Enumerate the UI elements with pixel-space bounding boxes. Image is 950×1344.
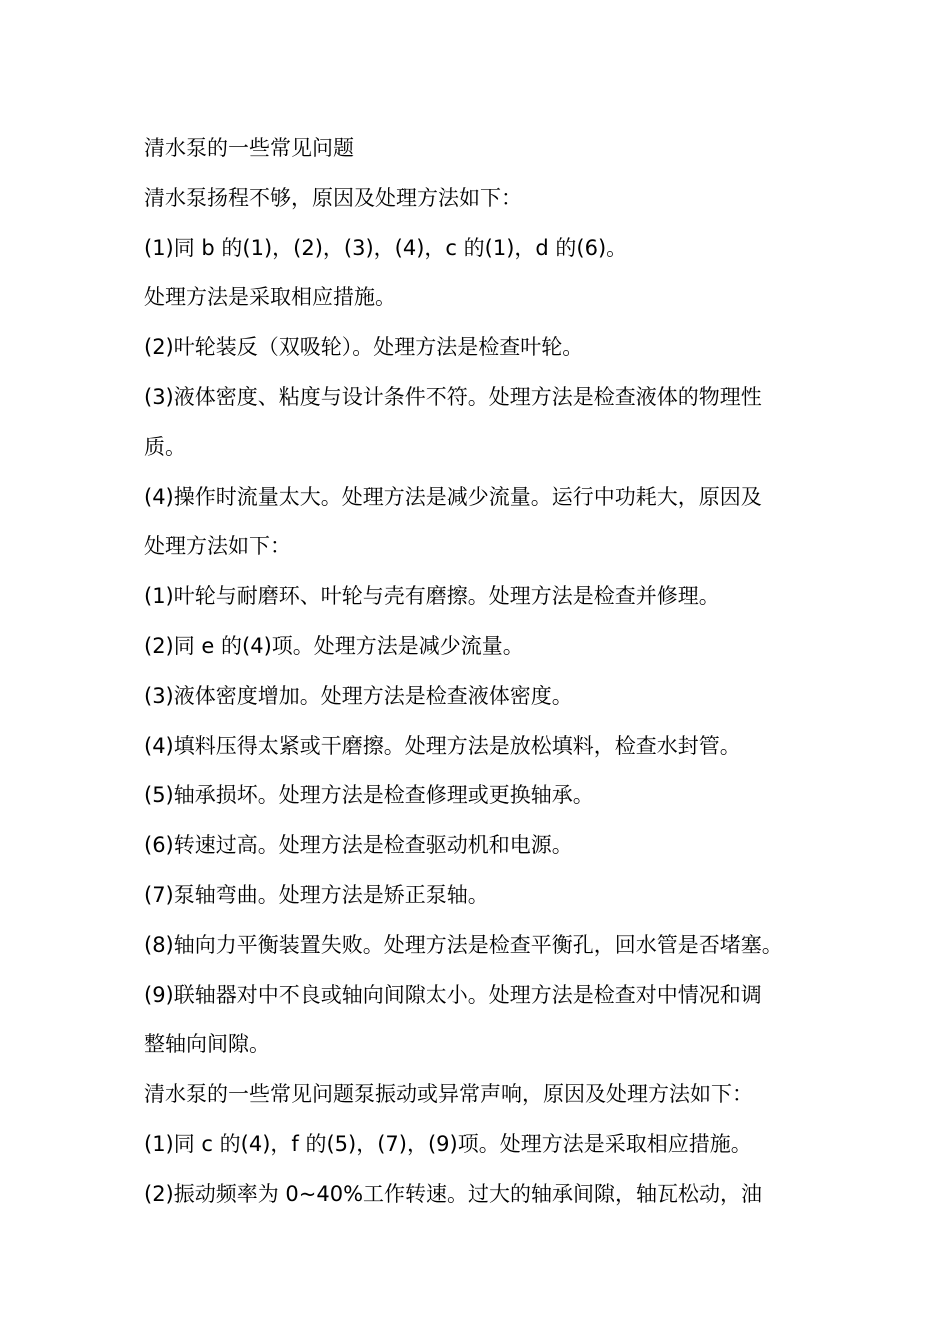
- text-line: 处理方法是采取相应措施。: [144, 285, 396, 310]
- text-line: (2)同 e 的(4)项。处理方法是减少流量。: [144, 633, 524, 658]
- text-line: (7)泵轴弯曲。处理方法是矫正泵轴。: [144, 882, 489, 907]
- text-line: (1)同 c 的(4)，f 的(5)，(7)，(9)项。处理方法是采取相应措施。: [144, 1131, 752, 1156]
- text-line: (5)轴承损坏。处理方法是检查修理或更换轴承。: [144, 783, 594, 808]
- text-line: (3)液体密度、粘度与设计条件不符。处理方法是检查液体的物理性: [144, 384, 762, 409]
- document-title: 清水泵的一些常见问题: [144, 136, 354, 160]
- text-line: (6)转速过高。处理方法是检查驱动机和电源。: [144, 833, 573, 858]
- text-line: 清水泵的一些常见问题泵振动或异常声响，原因及处理方法如下：: [144, 1082, 753, 1107]
- text-line: (4)填料压得太紧或干磨擦。处理方法是放松填料，检查水封管。: [144, 733, 741, 758]
- text-line: (1)叶轮与耐磨环、叶轮与壳有磨擦。处理方法是检查并修理。: [144, 584, 720, 609]
- text-line: (1)同 b 的(1)，(2)，(3)，(4)，c 的(1)，d 的(6)。: [144, 235, 628, 260]
- text-line: (4)操作时流量太大。处理方法是减少流量。运行中功耗大，原因及: [144, 484, 762, 509]
- text-line: 整轴向间隙。: [144, 1032, 270, 1057]
- text-line: (9)联轴器对中不良或轴向间隙太小。处理方法是检查对中情况和调: [144, 982, 762, 1007]
- text-line: 质。: [144, 434, 186, 459]
- text-line: (2)振动频率为 0~40%工作转速。过大的轴承间隙，轴瓦松动，油: [144, 1181, 763, 1206]
- text-line: (2)叶轮装反（双吸轮）。处理方法是检查叶轮。: [144, 335, 584, 360]
- document-body: [144, 124, 824, 1220]
- text-line: 处理方法如下：: [144, 534, 291, 559]
- text-line: (8)轴向力平衡装置失败。处理方法是检查平衡孔，回水管是否堵塞。: [144, 932, 783, 957]
- text-line: 清水泵扬程不够，原因及处理方法如下：: [144, 185, 522, 210]
- text-line: (3)液体密度增加。处理方法是检查液体密度。: [144, 683, 573, 708]
